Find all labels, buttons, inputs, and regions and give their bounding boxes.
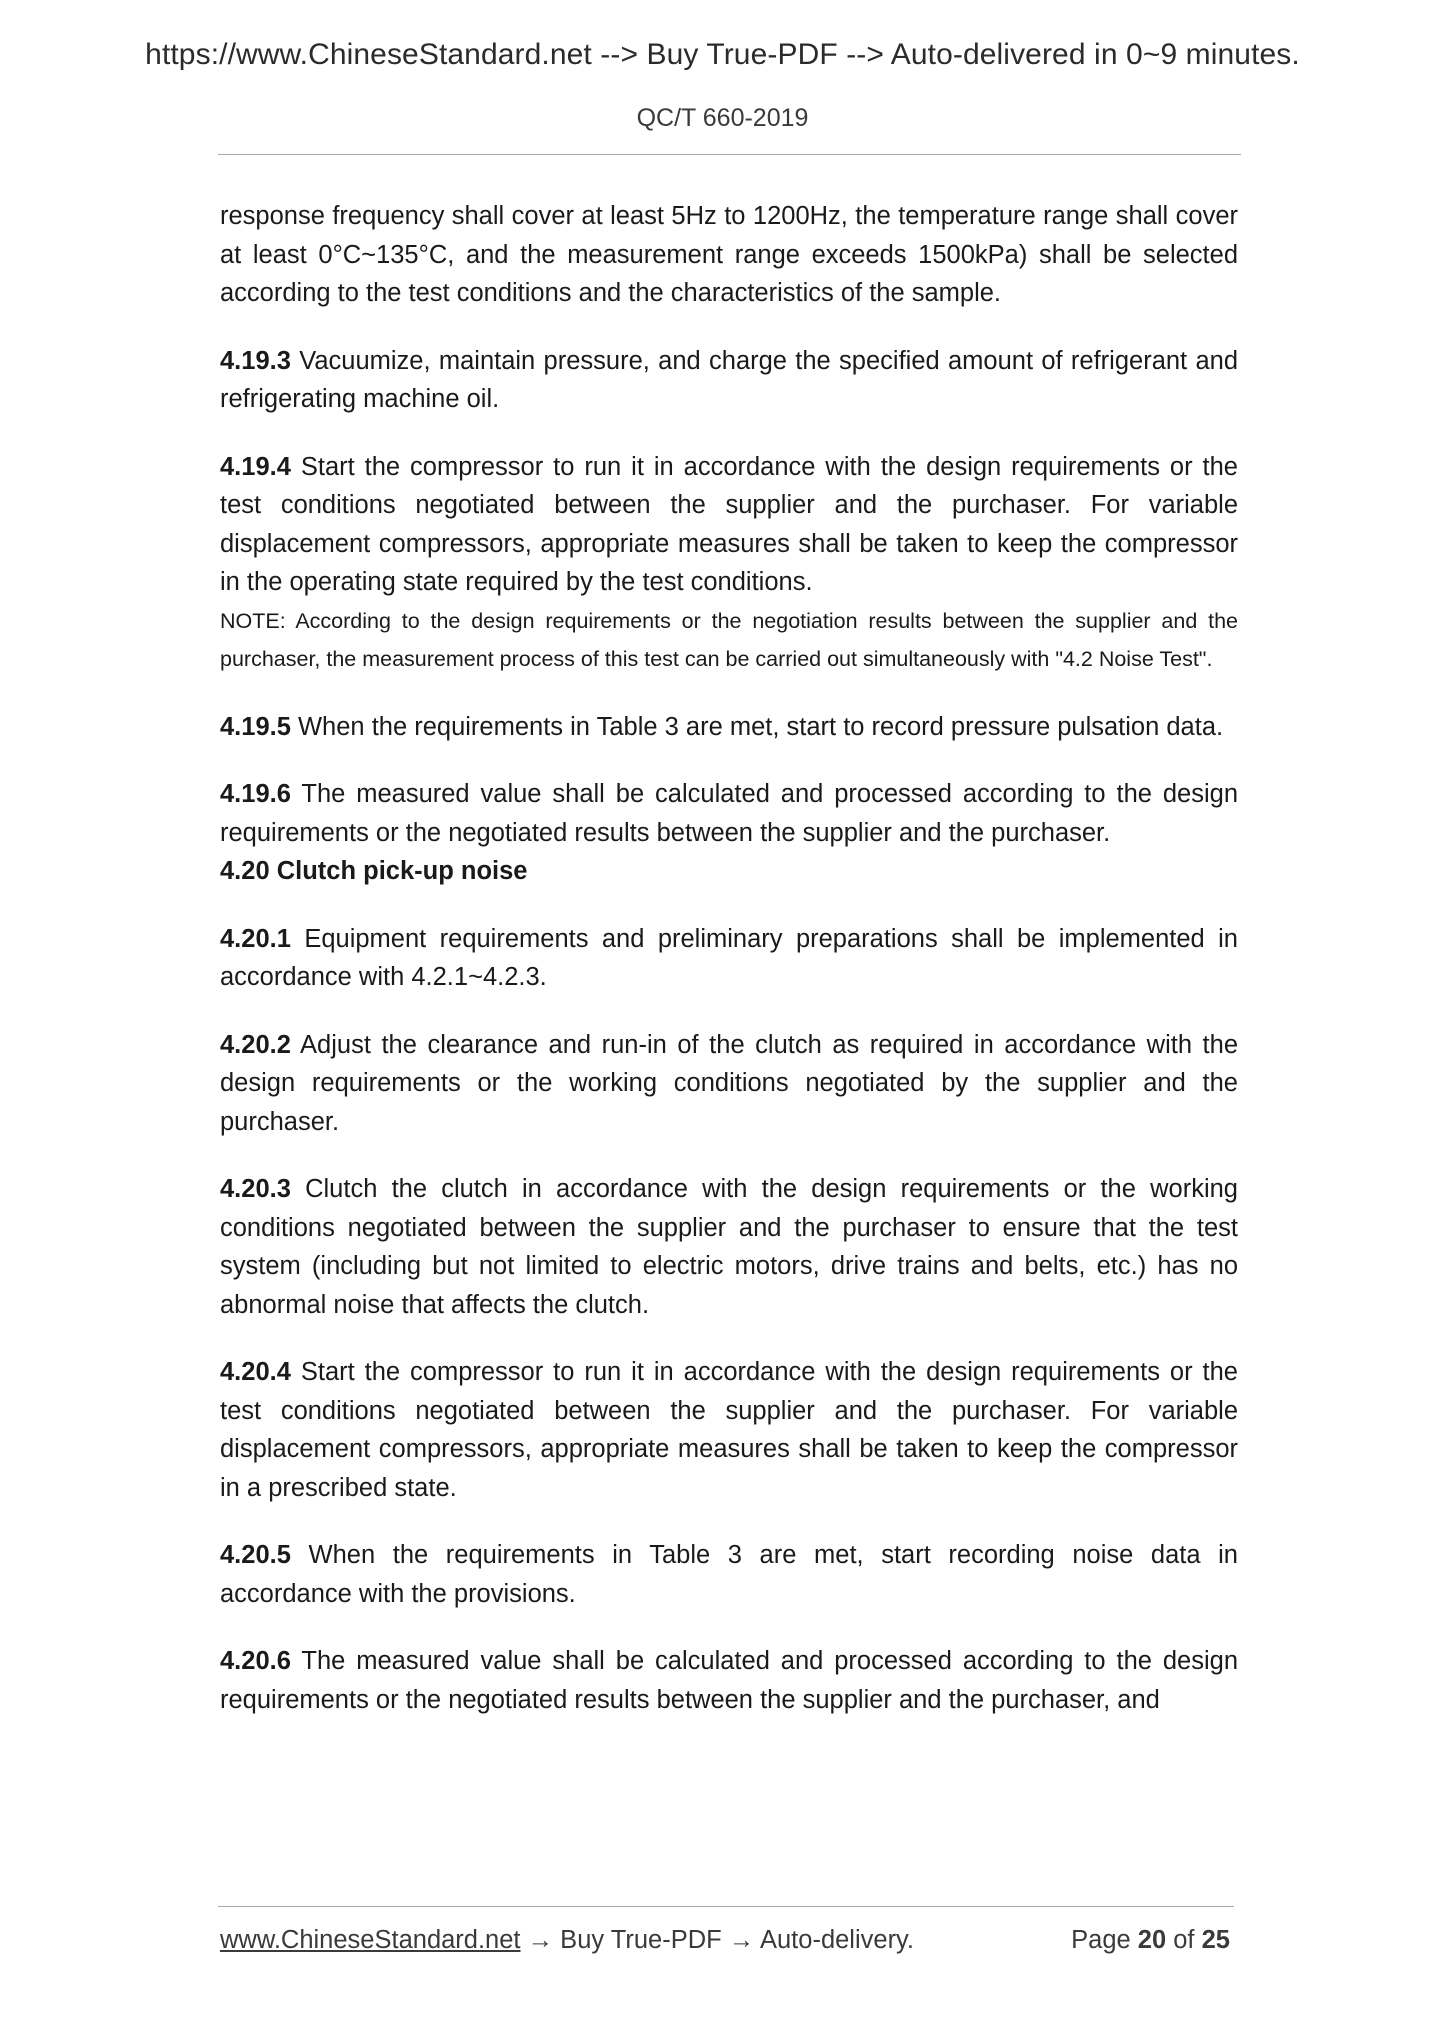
clause-4-19-4: [220, 448, 1238, 602]
clause-number: 4.19.4: [220, 452, 291, 481]
clause-text: Equipment requirements and preliminary preparations shall be implemented in accordance with 4.2.1~4.2.3.: [220, 924, 1238, 991]
of-label: of: [1173, 1926, 1195, 1954]
header-divider: [218, 154, 1241, 155]
clause-number: 4.19.6: [220, 780, 291, 808]
footer-divider: [218, 1906, 1234, 1907]
clause-4-20-6: [220, 1642, 1238, 1719]
standard-code: QC/T 660-2019: [636, 104, 809, 132]
header-banner: https://www.ChineseStandard.net --> Buy True-PDF --> Auto-delivered in 0~9 minutes.: [145, 38, 1300, 71]
page-total: 25: [1201, 1926, 1230, 1954]
page-number: [1071, 1926, 1230, 1955]
clause-4-20-5: [220, 1536, 1238, 1613]
clause-number: 4.20.4: [220, 1358, 291, 1386]
clause-4-20-2: [220, 1026, 1238, 1142]
clause-4-19-3: [220, 342, 1238, 419]
clause-number: 4.20.2: [220, 1030, 291, 1059]
clause-4-20-3: [220, 1170, 1238, 1324]
clause-4-20-4: [220, 1353, 1238, 1507]
page-body: [220, 197, 1238, 1719]
clause-text: The measured value shall be calculated and processed according to the design requirements or the negotiated results between the supplier and the purchaser.: [220, 780, 1238, 847]
page-label: Page: [1071, 1926, 1131, 1954]
note-paragraph: NOTE: According to the design requirements or the negotiation results between the supplier and the purchaser, the measurement process of this test can be carried out simultaneously with "4.2 Noise Test".: [220, 608, 1238, 671]
clause-text: When the requirements in Table 3 are met, start recording noise data in accordance with the provisions.: [220, 1541, 1238, 1608]
clause-text: The measured value shall be calculated and processed according to the design requirements or the negotiated results between the supplier and the purchaser, and: [220, 1647, 1238, 1714]
clause-4-19-5: [220, 708, 1238, 747]
intro-paragraph: response frequency shall cover at least 5Hz to 1200Hz, the temperature range shall cover at least 0°C~135°C, and the measurement range exceeds 1500kPa) shall be selected according to the test conditions and the characteristics of the sample.: [220, 202, 1238, 307]
clause-number: 4.20.5: [220, 1541, 291, 1569]
clause-number: 4.19.5: [220, 712, 291, 741]
footer-promo: [220, 1926, 914, 1955]
clause-number: 4.19.3: [220, 346, 291, 375]
clause-text: Vacuumize, maintain pressure, and charge the specified amount of refrigerant and refrigerating machine oil.: [220, 346, 1238, 413]
footer-promo-text: → Buy True-PDF → Auto-delivery.: [520, 1926, 914, 1954]
clause-text: Start the compressor to run it in accordance with the design requirements or the test conditions negotiated between the supplier and the purchaser. For variable displacement compressors, appropriate measures shall be taken to keep the compressor in a prescribed state.: [220, 1358, 1238, 1502]
page-current: 20: [1137, 1926, 1167, 1954]
clause-text: Start the compressor to run it in accordance with the design requirements or the test conditions negotiated between the supplier and the purchaser. For variable displacement compressors, appropriate measures shall be taken to keep the compressor in the operating state required by the test conditions.: [220, 452, 1238, 596]
clause-text: Adjust the clearance and run-in of the clutch as required in accordance with the design requirements or the working conditions negotiated by the supplier and the purchaser.: [220, 1030, 1238, 1136]
clause-number: 4.20.3: [220, 1175, 291, 1203]
clause-number: 4.20.1: [220, 924, 291, 953]
clause-4-19-6: [220, 775, 1238, 852]
clause-4-20-1: [220, 920, 1238, 997]
clause-text: When the requirements in Table 3 are met, start to record pressure pulsation data.: [290, 712, 1224, 741]
footer-site-link[interactable]: www.ChineseStandard.net: [220, 1926, 521, 1954]
clause-text: Clutch the clutch in accordance with the design requirements or the working conditions negotiated between the supplier and the purchaser to ensure that the test system (including but not limited to electric motors, drive trains and belts, etc.) has no abnormal noise that affects the clutch.: [220, 1175, 1238, 1319]
section-heading-4-20: 4.20 Clutch pick-up noise: [220, 857, 528, 885]
clause-number: 4.20.6: [220, 1647, 291, 1675]
